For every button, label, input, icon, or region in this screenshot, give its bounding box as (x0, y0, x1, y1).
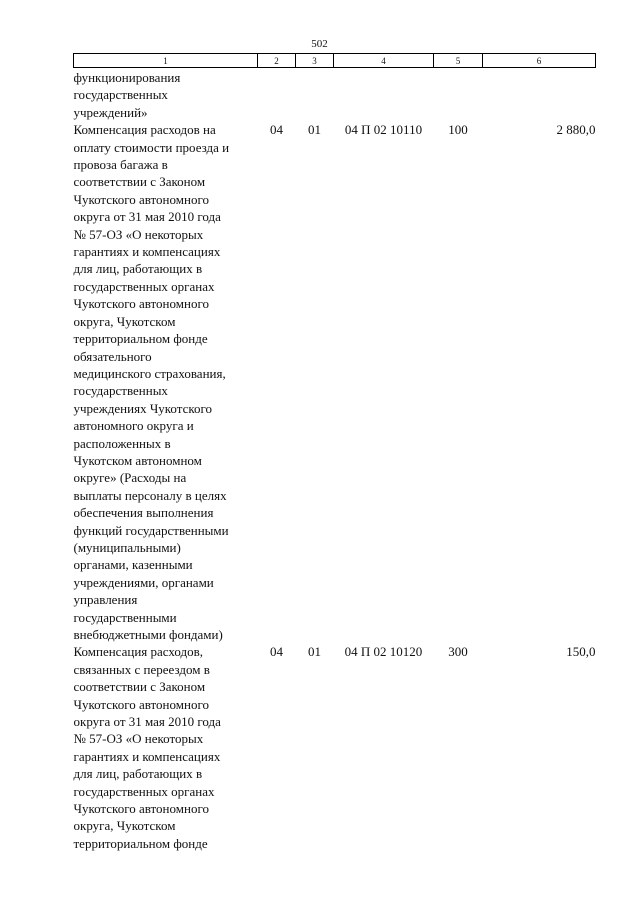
row-amount: 2 880,0 (556, 122, 596, 138)
row-expense-type: 100 (448, 122, 468, 138)
row-amount (483, 68, 596, 122)
row-target-article: 04 П 02 10110 (344, 122, 423, 138)
row-subsection-code: 01 (308, 644, 321, 660)
row-target-article: 04 П 02 10120 (344, 644, 423, 660)
budget-table (73, 53, 596, 852)
table-body (74, 68, 596, 853)
row-description: функционирования государственных учреждений» (73, 70, 181, 120)
table-row (74, 121, 596, 643)
column-header-1: 1 (74, 54, 258, 68)
row-subsection-code: 01 (308, 122, 321, 138)
table-row (74, 68, 596, 122)
row-section-code (258, 68, 296, 122)
column-header-4: 4 (334, 54, 434, 68)
row-expense-type (434, 68, 483, 122)
column-header-3: 3 (296, 54, 334, 68)
row-expense-type: 300 (448, 644, 468, 660)
row-section-code: 04 (270, 122, 283, 138)
table-row (74, 643, 596, 852)
row-target-article (334, 68, 434, 122)
page-number: 502 (311, 38, 328, 50)
column-header-6: 6 (483, 54, 596, 68)
row-amount: 150,0 (566, 644, 596, 660)
row-description: Компенсация расходов, связанных с переездом в соответствии с Законом Чукотского автономного округа от 31 мая 2010 года № 57-ОЗ «О некоторых гарантиях и компенсациях для лиц, работающих в государственных органах Чукотского автономного округа, Чукотском территориальном фонде (73, 644, 221, 851)
row-description: Компенсация расходов на оплату стоимости проезда и провоза багажа в соответствии с Законом Чукотского автономного округа от 31 мая 2010 года № 57-ОЗ «О некоторых гарантиях и компенсациях для лиц, работающих в государственных органах Чукотского автономного округа, Чукотском территориальном фонде обязательного медицинского страхования, государственных учреждениях Чукотского автономного округа и расположенных в Чукотском автономном округе» (Расходы на выплаты персоналу в целях обеспечения выполнения функций государственными (муниципальными) органами, казенными учреждениями, органами управления государственными внебюджетными фондами) (73, 122, 230, 642)
row-section-code: 04 (270, 644, 283, 660)
row-subsection-code (296, 68, 334, 122)
column-number-header-row (74, 54, 596, 68)
column-header-2: 2 (258, 54, 296, 68)
column-header-5: 5 (434, 54, 483, 68)
